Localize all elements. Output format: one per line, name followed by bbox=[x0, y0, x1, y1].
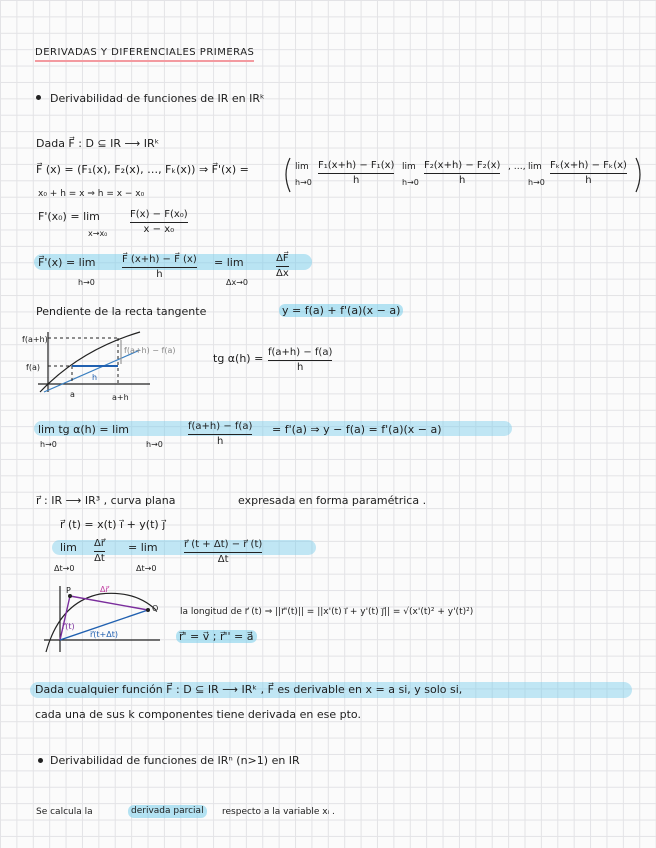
fprime-x0-num: F(x) − F(x₀) bbox=[130, 209, 188, 220]
component-k-num: Fₖ(x+h) − Fₖ(x) bbox=[550, 160, 627, 171]
graph-label-diff: f(a+h) − f(a) bbox=[124, 346, 176, 355]
r-eq-lim-sub: Δt→0 bbox=[136, 564, 157, 573]
section-heading-2: Derivabilidad de funciones de IRⁿ (n>1) en IR bbox=[50, 754, 300, 767]
graph-label-h: h bbox=[92, 373, 98, 382]
last-line-a: Se calcula la bbox=[36, 807, 93, 817]
component-1-den: h bbox=[353, 175, 360, 186]
component-k-den: h bbox=[585, 175, 592, 186]
lim-tg-num: f(a+h) − f(a) bbox=[188, 421, 253, 432]
graph-label-a: a bbox=[70, 390, 75, 399]
component-1-num: F₁(x+h) − F₁(x) bbox=[318, 160, 395, 171]
lim-tg-sub-2: h→0 bbox=[146, 440, 163, 449]
curve-intro: r⃗ : IR ⟶ IR³ , curva plana bbox=[36, 494, 176, 507]
fprime-def-sub: h→0 bbox=[78, 278, 95, 287]
component-2-den: h bbox=[459, 175, 466, 186]
r-lim: lim bbox=[60, 541, 77, 554]
curve-intro-b: expresada en forma paramétrica . bbox=[238, 494, 427, 507]
curve-label-rt: r⃗(t) bbox=[62, 622, 75, 631]
dada2b-line: cada una de sus k componentes tiene derivada en ese pto. bbox=[35, 708, 361, 721]
dots: , …, bbox=[508, 162, 526, 172]
section-heading-1: Derivabilidad de funciones de IR en IRᵏ bbox=[50, 92, 265, 105]
tangent-equation: y = f(a) + f'(a)(x − a) bbox=[279, 304, 403, 317]
r-delta-num: Δr⃗ bbox=[94, 538, 105, 549]
eq-lim: = lim bbox=[214, 256, 244, 269]
delta-den: Δx bbox=[276, 268, 289, 279]
tg-lhs: tg α(h) = bbox=[213, 352, 264, 365]
lim-tg: lim tg α(h) = lim bbox=[38, 423, 129, 436]
velocity-acceleration: r⃗' = v⃗ ; r⃗'' = a⃗ bbox=[176, 630, 257, 643]
curve-label-q: Q bbox=[152, 604, 159, 613]
graph-label-f-ah: f(a+h) bbox=[22, 335, 48, 344]
lim-c1: lim bbox=[295, 162, 309, 172]
fprime-def: F⃗'(x) = lim bbox=[38, 256, 96, 269]
last-line-highlight: derivada parcial bbox=[128, 805, 207, 818]
tg-den: h bbox=[297, 362, 304, 373]
dada-line: Dada F⃗ : D ⊆ IR ⟶ IRᵏ bbox=[36, 137, 160, 150]
fprime-x0: F'(x₀) = lim bbox=[38, 210, 100, 223]
graph-label-f-a: f(a) bbox=[26, 363, 40, 372]
fprime-x0-den: x − x₀ bbox=[143, 224, 175, 235]
fprime-def-den: h bbox=[156, 269, 163, 280]
curve-label-p: P bbox=[66, 586, 71, 595]
delta-num: ΔF⃗ bbox=[276, 253, 289, 264]
r-den: Δt bbox=[217, 554, 229, 565]
curve-label-dr: Δr⃗ bbox=[100, 585, 109, 594]
dada2-line: Dada cualquier función F⃗ : D ⊆ IR ⟶ IRᵏ , F⃗ es derivable en x = a si, y solo si, bbox=[35, 683, 463, 696]
lim-c2-sub: h→0 bbox=[402, 178, 419, 187]
lim-c1-sub: h→0 bbox=[295, 178, 312, 187]
lim-tg-sub-1: h→0 bbox=[40, 440, 57, 449]
lim-tg-rhs: = f'(a) ⇒ y − f(a) = f'(a)(x − a) bbox=[272, 423, 442, 436]
fprime-def-num: F⃗ (x+h) − F⃗ (x) bbox=[122, 254, 197, 265]
pendiente-text: Pendiente de la recta tangente bbox=[36, 305, 207, 318]
r-definition: r⃗ (t) = x(t) i⃗ + y(t) j⃗ bbox=[60, 518, 166, 531]
x0-line: x₀ + h = x ⇒ h = x − x₀ bbox=[38, 189, 145, 199]
tg-num: f(a+h) − f(a) bbox=[268, 347, 333, 358]
page-title: DERIVADAS Y DIFERENCIALES PRIMERAS bbox=[35, 46, 254, 62]
length-formula: la longitud de r⃗ (t) ⇒ ||r⃗'(t)|| = ||x'(t) i⃗ + y'(t) j⃗|| = √(x'(t)² + y'(t)²) bbox=[180, 607, 474, 617]
component-2-num: F₂(x+h) − F₂(x) bbox=[424, 160, 501, 171]
lim-c2: lim bbox=[402, 162, 416, 172]
lim-ck: lim bbox=[528, 162, 542, 172]
curve-label-rtdt: r⃗(t+Δt) bbox=[90, 630, 118, 639]
lim-tg-den: h bbox=[217, 436, 224, 447]
fprime-x0-sub: x→x₀ bbox=[88, 229, 108, 238]
r-lim-sub: Δt→0 bbox=[54, 564, 75, 573]
lim-ck-sub: h→0 bbox=[528, 178, 545, 187]
last-line-b: respecto a la variable xᵢ . bbox=[222, 807, 335, 817]
bullet-dot bbox=[38, 758, 43, 763]
eq-lim-sub: Δx→0 bbox=[226, 278, 248, 287]
graph-label-a-h: a+h bbox=[112, 393, 129, 402]
r-num: r⃗ (t + Δt) − r⃗ (t) bbox=[184, 539, 263, 550]
r-delta-den: Δt bbox=[94, 553, 105, 564]
r-eq-lim: = lim bbox=[128, 541, 158, 554]
f-vector-line: F⃗ (x) = (F₁(x), F₂(x), …, Fₖ(x)) ⇒ F⃗'(x) = bbox=[36, 163, 249, 176]
